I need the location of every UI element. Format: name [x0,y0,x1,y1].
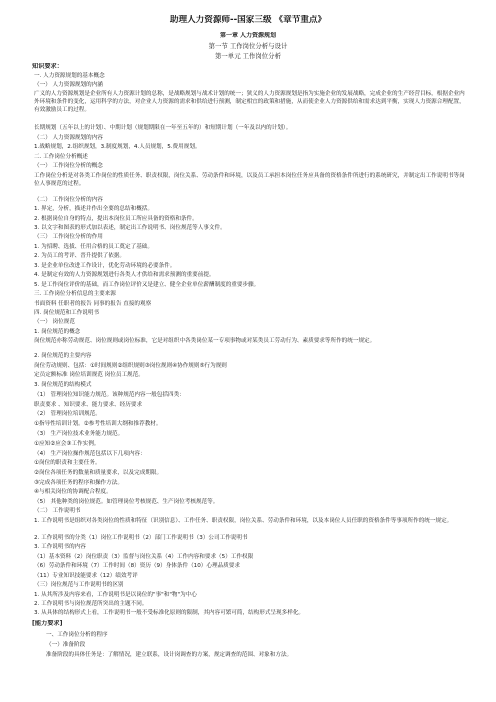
body-line: 2. 工作说明书与岗位规范所突出的主题不同。 [34,601,148,607]
body-line: 2. 为员工的考评、晋升提供了依据。 [34,253,126,259]
body-line: 岗位劳动规则、包括：①时间规则②组织规则③岗位规则④协作规则⑤行为规则 [34,363,227,369]
body-line: 3. 工作说明书的内容 [34,544,86,550]
doc-title: 助理人力资源师--国家三级 《章节重点》 [169,15,327,25]
body-paragraph: 1. 工作说明书是组织对各类岗位的性质和特征（识别信息）、工作任务、职责权限，岗位关系、劳动条件和环境，以及本岗位人员任职的资格条件等事项所作的统一规定。 [34,518,453,524]
body-paragraph: 工作岗位分析是对各类工作岗位的性质任务、职责权限，岗位关系、劳动条件和环境，以及员工承担本岗位任务应具备的资格条件所进行的系统研究，并制定出工作说明书等岗位人事规范的过程。 [34,173,465,187]
body-line: 定员定额标准 岗位培训规范 岗位员工规范。 [34,372,144,378]
body-line: （一） 岗位规范 [34,319,75,325]
body-line: （一） 工作岗位分析的概念 [34,163,103,169]
body-line: 3. 岗位规范的结构模式 [34,382,92,388]
body-line: （2） 管理岗位培训规范。 [34,411,101,417]
body-line: （1）基本资料（2）岗位职责（3）监督与岗位关系（4）工作内容和要求（5）工作权限 [34,554,254,560]
body-line: 准备阶段的具体任务是：了解情况，建立联系，设计岗调查的方案，规定调查的范围、对象和方法。 [46,652,293,658]
body-line: 2. 根据岗位自身的特点，提出本岗位员工所应具备的资格和条件。 [34,216,198,222]
body-line: 一、工作岗位分析的程序 [46,632,108,638]
body-line: 三. 工作岗位分析信息的主要来源 [34,291,116,297]
body-line: 1.战略规划，2.组织规划，3.制度规划，4.人员规划，5.费用规划。 [34,144,201,150]
body-line: （三） 工作岗位分析的作用 [34,234,103,240]
body-line: （4） 生产岗位操作规范包括以下几项内容： [34,451,146,457]
body-line: （3） 生产岗位技术业务能力规范。 [34,431,124,437]
body-line: 1. 为招聘、选拔、任用合格的员工奠定了基础。 [34,244,153,250]
body-line: 职责要求 、知识要求、能力要求、经历要求 [34,402,143,408]
body-paragraph: 岗位规范亦称劳动规范、岗位规则或岗位标准，它是对组织中各类岗位某一专项事物或对某类员工劳动行为、素质要求等所作的统一规定。 [34,338,376,344]
body-line: ①岗位的职责和主要任务。 [34,460,101,466]
body-line: （二） 工作说明书 [34,508,81,514]
body-line: 4. 是制定有效的人力资源规划进行各类人才供给和需求预测的重要前提。 [34,272,215,278]
body-line: 3. 是企业单位改进工作设计，优化劳动环境的必要条件。 [34,263,176,269]
body-line: ②岗位各项任务的数量和质量要求，以及完成期限。 [34,470,163,476]
body-line: （11）专业知识技能要求（12）绩效考评 [34,573,138,579]
section-heading: 第一节 工作岗位分析与设计 [208,42,288,50]
body-line: （1） 管理岗位知识能力规范。该种规范内容一般包括四类： [34,392,185,398]
unit-heading: 第一单元 工作岗位分析 [215,52,281,60]
body-line: （6）劳动条件和环境（7）工作时间（8）资历（9）身体条件（10）心理品质要求 [34,563,240,569]
body-line: 3. 以文字和图表的形式加以表述，制定出工作说明书、岗位规范等人事文件。 [34,225,226,231]
ability-requirements-heading: [能力要求] [32,620,63,627]
body-line: 5. 是工作岗位评价的基础，而工作岗位评价又是建立、健全企业单位薪酬制度的重要步骤。 [34,282,260,288]
body-line: 书面资料 任职者的报告 同事的报告 直接的观察 [34,301,152,307]
body-line: 四. 岗位规范和工作说明书 [34,310,100,316]
body-line: ④与相关岗位的协调配合程度。 [34,489,112,495]
body-line: （一） 人力资源规划的内涵 [34,82,103,88]
body-line: ③完成各项任务的程序和操作方法。 [34,480,123,486]
body-line: 1. 从其所涉及内容来看，工作说明书是以岗位的"事"和"物"为中心 [34,592,197,598]
body-line: 2. 工作说明书的分类（1）岗位工作说明书（2）部门工作说明书（3）公司工作说明书 [34,535,248,541]
chapter-heading: 第一章 人力资源规划 [219,32,277,39]
body-line: （二） 工作岗位分析的内容 [34,197,103,203]
body-line: 3. 从具体的结构形式上看，工作说明书一般不受标准化原则的限制，其内容可繁可简，结构形式呈现多样化。 [34,610,305,616]
body-line: 二. 工作岗位分析概述 [34,154,88,160]
body-paragraph: 广义的人力资源规划是企业所有人力资源计划的总称，是战略规划与战术计划的统一；狭义的人力资源规划是指为实施企业的发展战略，完成企业的生产经营目标，根据企业内外环境和条件的变化，运用科学的方法，对企业人力资源的需求和供给进行预测，制定相宜的政策和措施，从而使企业人力资源供给和需求达到平衡，实现人力资源合理配置，有效激励员工的过程。 [34,91,465,113]
body-line: 1. 岗位规范的概念 [34,329,81,335]
body-line: （三）岗位规范与工作说明书的区别 [34,582,124,588]
body-line: 1. 界定，分析，描述并作出全要的总结和概括。 [34,206,153,212]
body-line: 一. 人力资源规划的基本概念 [34,73,105,79]
body-line: （二） 人力资源规划的内容 [34,135,103,141]
body-line: ①应知②应会③工作实例。 [34,441,100,447]
body-line: 长期规划（五年以上的计划）、中期计划（规划期限在一年至五年的）和短期计划（一年及以内的计划）。 [34,125,292,131]
body-line: ①指导性培训计划。②参考性培训大纲和推荐教材。 [34,421,162,427]
body-line: （5） 其他种类的岗位规范。如管理岗位考核规范、生产岗位考核规范等。 [34,499,219,505]
body-line: （一）准备阶段 [46,642,86,648]
body-line: 2. 岗位规范的主要内容 [34,353,92,359]
knowledge-requirements-heading: 知识要求： [32,63,63,70]
